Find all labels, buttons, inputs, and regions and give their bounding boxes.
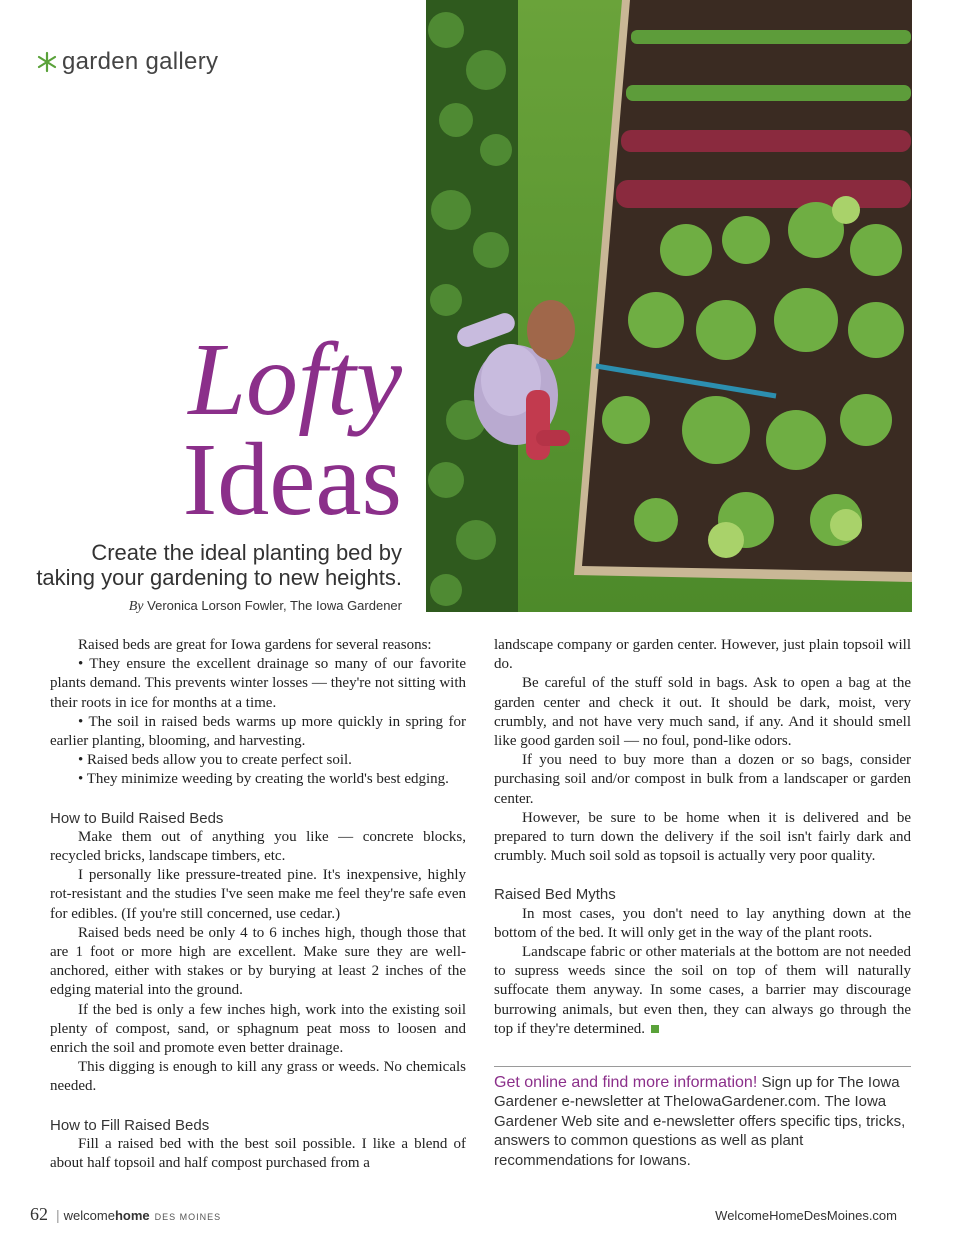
- promo-divider: [494, 1066, 911, 1067]
- article-title: [150, 322, 402, 537]
- build-paragraph: Raised beds need be only 4 to 6 inches high, though those that are 1 foot or more high are excellent. Make sure they are well-anchored, either with stakes or by burying at least 2 inches of the edging material into the ground.: [50, 924, 466, 999]
- fill-paragraph: Fill a raised bed with the best soil possible. I like a blend of about half topsoil and half compost purchased from a: [50, 1135, 466, 1172]
- myths-paragraph-text: Landscape fabric or other materials at the bottom are not needed to supress weeds since the soil on top of them will naturally suffocate them anyway. In some cases, a barrier may discourage burrowing animals, but even then, they can always go through the top if they're determined.: [494, 944, 911, 1037]
- byline: [60, 598, 402, 615]
- myths-paragraph-last: [494, 943, 911, 1039]
- promo-body: Sign up for The Iowa Gardener e-newsletter at TheIowaGardener.com. The Iowa Gardener Web site and e-newsletter offers specific tips, tricks, answers to common questions as well as plant recommendations for Iowans.: [494, 1074, 906, 1169]
- byline-prefix: By: [128, 599, 144, 614]
- right-column: [494, 636, 911, 1039]
- fill-paragraph: Be careful of the stuff sold in bags. Ask to open a bag at the garden center and check it out. It should be dark, moist, very crumbly, and not have very much sand, if any. And it should smell like good garden soil — no foul, pond-like odors.: [494, 675, 911, 750]
- fill-paragraph: However, be sure to be home when it is delivered and be prepared to turn down the delivery if the soil isn't fairly dark and crumbly. Much soil sold as topsoil is actually very poor quality.: [494, 809, 911, 865]
- build-paragraph: This digging is enough to kill any grass or weeds. No chemicals needed.: [50, 1059, 466, 1095]
- fill-heading: How to Fill Raised Beds: [50, 1116, 210, 1134]
- bullet-weeding: • They minimize weeding by creating the world's best edging.: [78, 771, 449, 788]
- build-heading: How to Build Raised Beds: [50, 809, 224, 827]
- bullet-drainage: • They ensure the excellent drainage so many of our favorite plants demand. This prevents winter losses — they're not sitting with their roots in ice for months at a time.: [50, 656, 466, 711]
- intro-paragraph: Raised beds are great for Iowa gardens for several reasons:: [78, 637, 432, 653]
- fill-continued-paragraph: landscape company or garden center. However, just plain topsoil will do.: [494, 637, 911, 673]
- garden-photo: [426, 0, 912, 612]
- footer-website: WelcomeHomeDesMoines.com: [715, 1208, 897, 1223]
- section-tag: [36, 48, 218, 76]
- brand-light: welcome: [63, 1208, 115, 1223]
- build-paragraph: I personally like pressure-treated pine. It's inexpensive, highly rot-resistant and the studies I've seen make me feel they're safe even for edibles. (If you're still concerned, use cedar.): [50, 867, 466, 922]
- deck-line-1: Create the ideal planting bed by: [91, 540, 402, 565]
- myths-paragraph: In most cases, you don't need to lay anything down at the bottom of the bed. It will only get in the way of the plant roots.: [494, 905, 911, 941]
- garden-photo-illustration: [426, 0, 912, 612]
- promo-headline: Get online and find more information!: [494, 1074, 758, 1091]
- page-number: 62: [30, 1204, 48, 1224]
- fill-paragraph: If you need to buy more than a dozen or so bags, consider purchasing soil and/or compost in bulk from a landscaper or garden center.: [494, 752, 911, 807]
- footer-folio: [30, 1204, 221, 1225]
- magazine-brand: [64, 1208, 150, 1223]
- build-paragraph: If the bed is only a few inches high, work into the existing soil plenty of compost, sand, or sphagnum peat moss to loosen and enrich the soil and promote even better drainage.: [50, 1001, 466, 1057]
- folio-divider: |: [56, 1207, 60, 1223]
- leaf-sprig-icon: [36, 51, 58, 73]
- deck-line-2: taking your gardening to new heights.: [36, 565, 402, 590]
- left-column: [50, 636, 466, 1173]
- brand-bold: home: [114, 1208, 150, 1223]
- myths-heading: Raised Bed Myths: [494, 886, 616, 904]
- bullet-soil: • Raised beds allow you to create perfect soil.: [78, 752, 352, 769]
- section-tag-label: garden gallery: [62, 48, 219, 75]
- bullet-warms: • The soil in raised beds warms up more quickly in spring for earlier planting, blooming, and harvesting.: [50, 713, 466, 750]
- title-line-1: Lofty: [188, 322, 402, 437]
- magazine-city: DES MOINES: [154, 1212, 222, 1222]
- end-mark-icon: [651, 1025, 659, 1033]
- build-paragraph: Make them out of anything you like — concrete blocks, recycled bricks, landscape timbers, etc.: [50, 828, 466, 865]
- promo-box: [494, 1073, 914, 1170]
- article-deck: [30, 540, 402, 590]
- byline-author: Veronica Lorson Fowler, The Iowa Gardener: [147, 598, 402, 613]
- title-line-2: Ideas: [182, 421, 402, 537]
